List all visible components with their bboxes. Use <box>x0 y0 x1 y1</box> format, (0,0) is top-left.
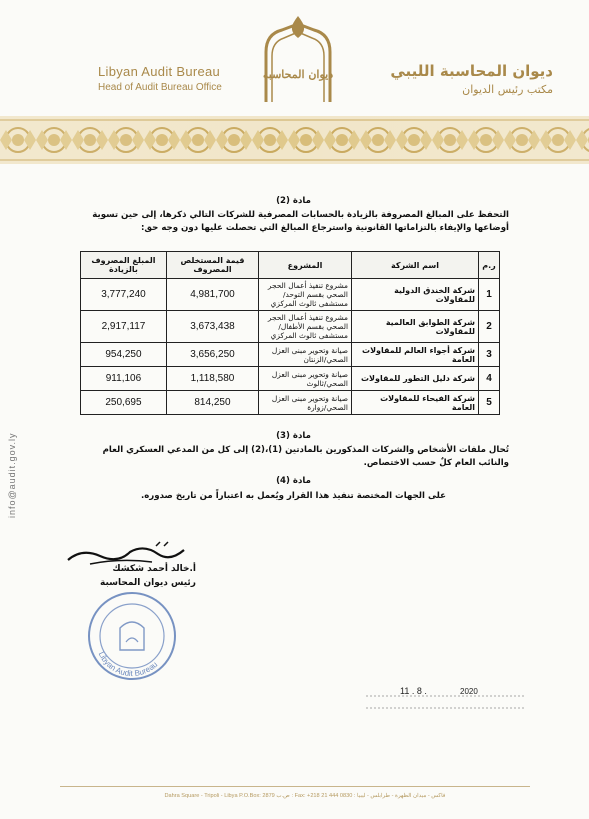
row-project: مشروع تنفيذ أعمال الحجر الصحي بقسم الأطفال/ مستشفى ثالوث المركزي <box>259 311 352 343</box>
reference-number: 2020 <box>460 687 478 696</box>
table-row <box>81 311 500 343</box>
header-arabic <box>390 62 553 96</box>
row-excess: 954,250 <box>81 343 167 367</box>
row-index: 3 <box>479 343 500 367</box>
article3-text: تُحال ملفات الأشخاص والشركات المذكورين بالمادتين (1)،(2) إلى كل من المدعي العسكري العام والنائب العام كلٌ حسب الاختصاص. <box>102 445 509 468</box>
arabic-subtitle: مكتب رئيس الديوان <box>462 83 553 96</box>
col-excess: المبلغ المصروف بالزيادة <box>81 252 167 279</box>
row-index: 1 <box>479 279 500 311</box>
row-excess: 3,777,240 <box>81 279 167 311</box>
row-project: صيانة وتحوير مبنى العزل الصحي/ثالوث <box>259 367 352 391</box>
table-row <box>81 391 500 415</box>
side-email <box>4 340 20 520</box>
companies-table <box>80 251 500 415</box>
header-english <box>98 64 222 93</box>
audit-bureau-logo <box>252 12 344 104</box>
signatory-title: رئيس ديوان المحاسبة <box>100 578 196 588</box>
row-excess: 911,106 <box>81 367 167 391</box>
official-seal <box>86 590 178 682</box>
english-subtitle: Head of Audit Bureau Office <box>98 82 222 93</box>
english-title: Libyan Audit Bureau <box>98 64 221 79</box>
row-value: 4,981,700 <box>166 279 258 311</box>
row-value: 814,250 <box>166 391 258 415</box>
footer-divider <box>60 786 530 787</box>
footer-address: Dahra Square - Tripoli - Libya P.O.Box: 2879 ص.ب : Fax: +218 21 444 0830 : فاكس - ميدان الظهرة - طرابلس - ليبيا <box>164 793 446 799</box>
table-header-row <box>81 252 500 279</box>
arabic-title: ديوان المحاسبة الليبي <box>390 62 553 80</box>
row-company: شركة الطوابق العالمية للمقاولات <box>352 311 479 343</box>
seal-text: Libyan Audit Bureau <box>96 650 160 679</box>
col-company: اسم الشركة <box>352 252 479 279</box>
article3-heading: مادة (3) <box>276 431 311 441</box>
row-index: 4 <box>479 367 500 391</box>
col-value: قيمة المستخلص المصروف <box>166 252 258 279</box>
col-index: ر.م <box>479 252 500 279</box>
row-excess: 2,917,117 <box>81 311 167 343</box>
signatory-name: أ.خالد أحمد شكشك <box>112 564 196 574</box>
article2-heading: مادة (2) <box>276 196 311 206</box>
reference-box <box>360 684 530 710</box>
article2-text: التحفظ على المبالغ المصروفة بالزيادة بالحسابات المصرفية للشركات التالي ذكرها، إلى حين تسوية أوضاعها والإيفاء بالتزاماتها القانونية واسترجاع المبالغ التي تحصلت عليها دون وجه حق: <box>92 210 509 233</box>
svg-text:Libyan Audit Bureau <box>97 650 160 678</box>
side-email-text: info@audit.gov.ly <box>7 432 17 518</box>
table-row <box>81 367 500 391</box>
table-row <box>81 343 500 367</box>
row-company: شركة أجواء العالم للمقاولات العامة <box>352 343 479 367</box>
table-row <box>81 279 500 311</box>
logo-text: ديوان المحاسبة <box>262 68 334 81</box>
row-project: صيانة وتحوير مبنى العزل الصحي/زوارة <box>259 391 352 415</box>
row-project: صيانة وتحوير مبنى العزل الصحي/الزنتان <box>259 343 352 367</box>
row-project: مشروع تنفيذ أعمال الحجر الصحي بقسم التوحد/ مستشفى ثالوث المركزي <box>259 279 352 311</box>
article4-heading: مادة (4) <box>276 476 311 486</box>
row-index: 5 <box>479 391 500 415</box>
row-value: 1,118,580 <box>166 367 258 391</box>
row-excess: 250,695 <box>81 391 167 415</box>
col-project: المشروع <box>259 252 352 279</box>
row-value: 3,673,438 <box>166 311 258 343</box>
row-company: شركة الخندق الدولية للمقاولات <box>352 279 479 311</box>
reference-date: 11 . 8 . <box>400 686 427 696</box>
row-company: شركة دليل التطور للمقاولات <box>352 367 479 391</box>
row-value: 3,656,250 <box>166 343 258 367</box>
row-index: 2 <box>479 311 500 343</box>
ornament-band <box>0 116 589 164</box>
article4-text: على الجهات المختصة تنفيذ هذا القرار ويُعمل به اعتباراً من تاريخ صدوره. <box>140 491 447 501</box>
row-company: شركة الفيحاء للمقاولات العامة <box>352 391 479 415</box>
